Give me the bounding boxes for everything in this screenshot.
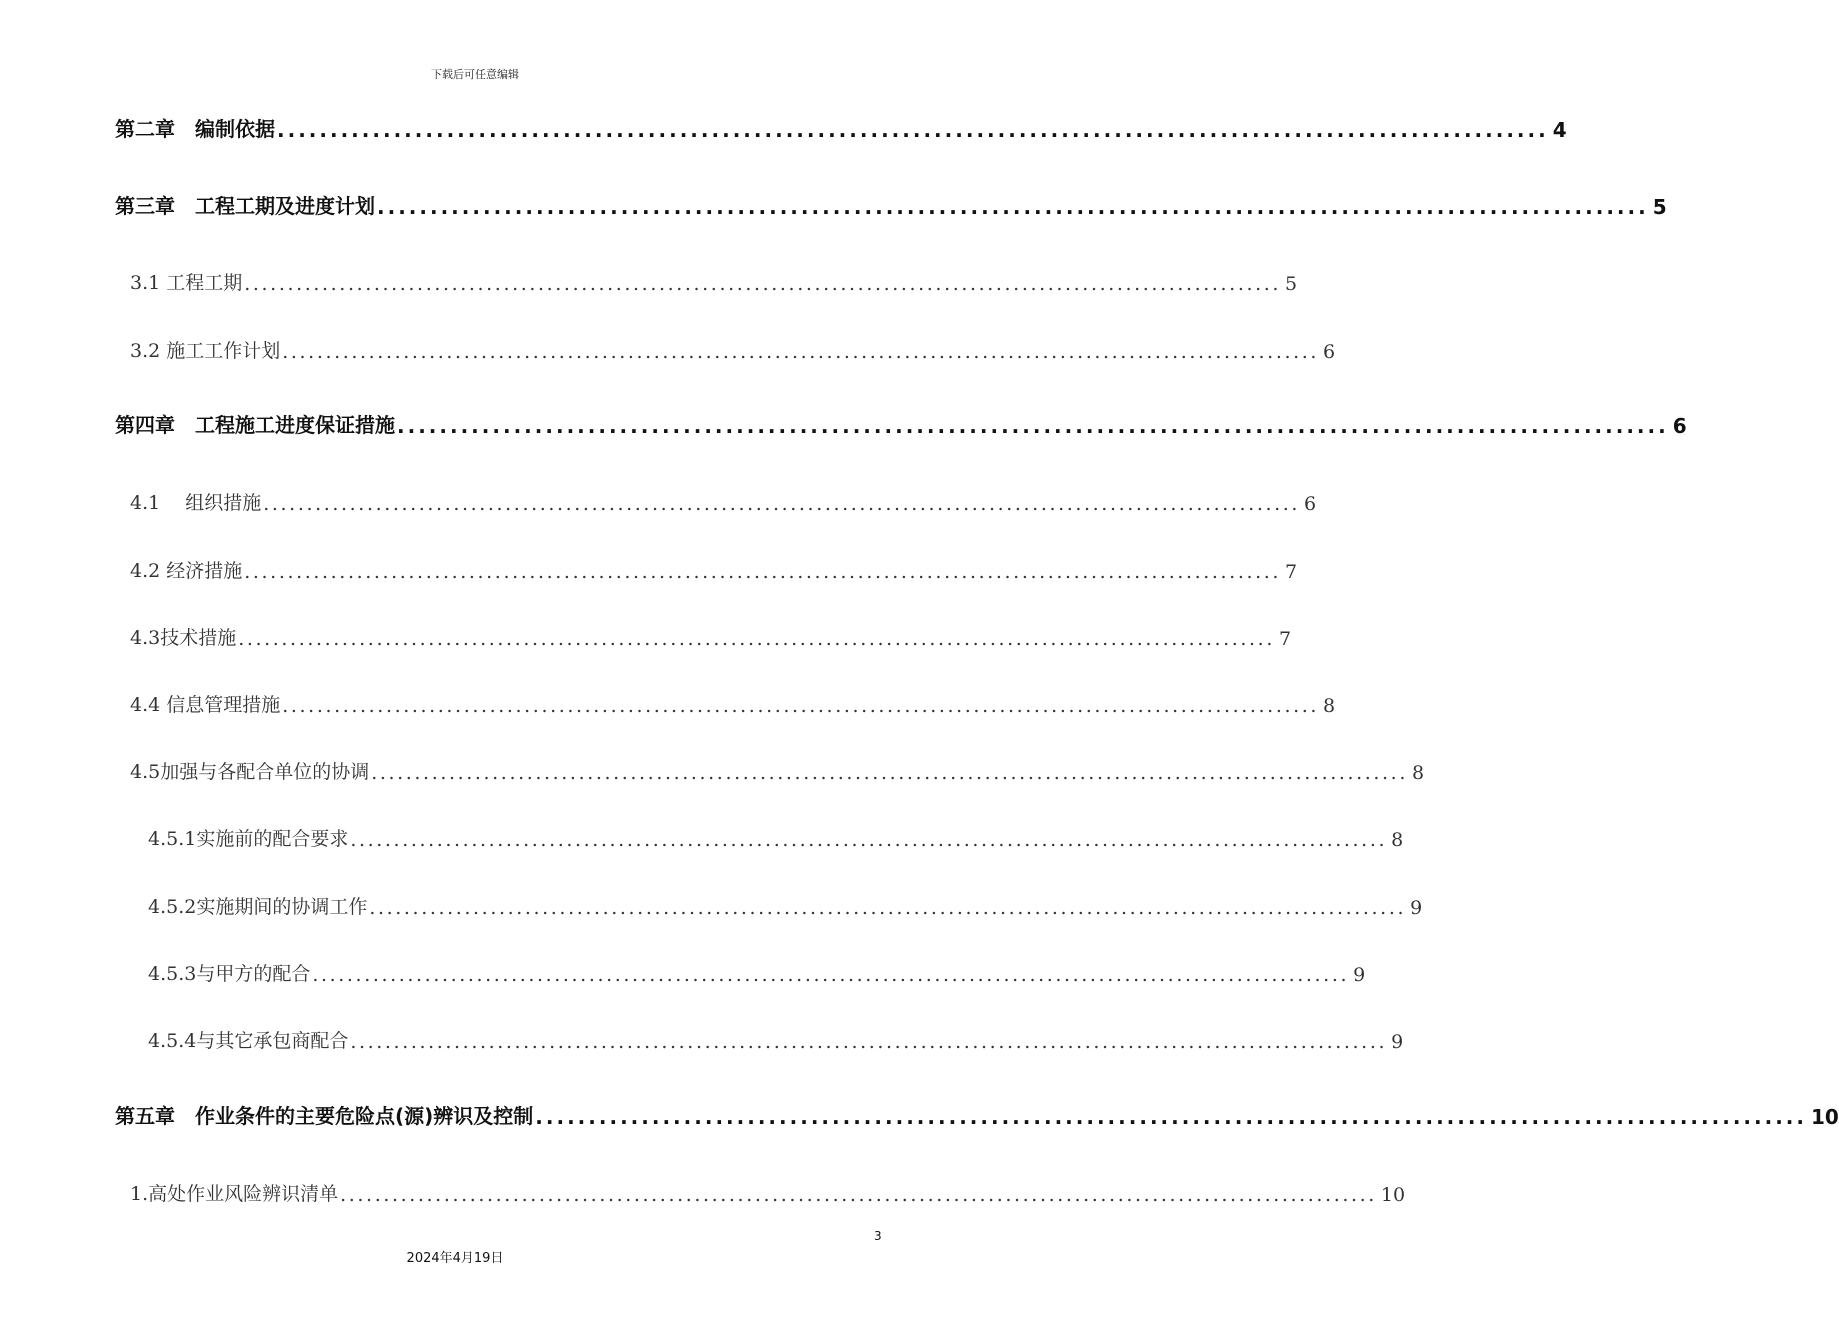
page-header: 下载后可任意编辑 [431, 68, 519, 81]
toc-page: 8 [1323, 695, 1336, 717]
toc-title: 4.2 经济措施 [130, 560, 243, 582]
toc-entry[interactable] [0, 187, 1667, 219]
toc-title: 第三章 工程工期及进度计划 [115, 194, 375, 218]
toc-leader: ........................................................................................................................ [369, 897, 1407, 919]
toc-entry[interactable] [0, 483, 1317, 515]
toc-entry[interactable] [0, 331, 1336, 363]
toc-leader: ........................................................................................................................ [244, 273, 1282, 295]
toc-title: 第四章 工程施工进度保证措施 [115, 413, 395, 437]
toc-entry[interactable] [0, 685, 1336, 717]
toc-entry[interactable] [0, 752, 1425, 784]
toc-leader: ........................................................................................................................ [377, 195, 1649, 219]
toc-page: 6 [1304, 493, 1317, 515]
toc-page: 10 [1811, 1105, 1839, 1129]
toc-page: 6 [1323, 341, 1336, 363]
toc-leader: ........................................................................................................................ [397, 414, 1669, 438]
toc-entry[interactable] [0, 110, 1567, 142]
toc-title: 4.5.4与其它承包商配合 [148, 1030, 349, 1052]
toc-leader: ........................................................................................................................ [371, 762, 1408, 784]
toc-title: 4.1 组织措施 [130, 492, 262, 514]
toc-leader: ........................................................................................................................ [263, 493, 1301, 515]
toc-page: 8 [1411, 762, 1425, 784]
toc-title: 4.5.1实施前的配合要求 [148, 828, 349, 850]
toc-title: 4.5.3与甲方的配合 [148, 963, 311, 985]
toc-leader: ........................................................................................................................ [535, 1105, 1807, 1129]
toc-leader: ........................................................................................................................ [340, 1184, 1377, 1206]
toc-title: 第二章 编制依据 [115, 117, 275, 141]
toc-entry[interactable] [0, 1097, 1839, 1129]
toc-page: 5 [1285, 273, 1298, 295]
toc-leader: ........................................................................................................................ [238, 628, 1275, 650]
toc-title: 1.高处作业风险辨识清单 [130, 1183, 339, 1205]
toc-entry[interactable] [0, 618, 1292, 650]
page-number: 3 [874, 1229, 882, 1243]
toc-title: 4.5加强与各配合单位的协调 [130, 761, 370, 783]
toc-leader: ........................................................................................................................ [350, 829, 1388, 851]
toc-page: 4 [1552, 118, 1567, 142]
toc-page: 10 [1380, 1184, 1406, 1206]
toc-entry[interactable] [0, 887, 1423, 919]
toc-page: 6 [1672, 414, 1687, 438]
toc-entry[interactable] [0, 819, 1404, 851]
toc-entry[interactable] [0, 954, 1366, 986]
footer-date: 2024年4月19日 [406, 1251, 504, 1266]
toc-leader: ........................................................................................................................ [244, 561, 1282, 583]
toc-entry[interactable] [0, 1174, 1406, 1206]
toc-leader: ........................................................................................................................ [312, 964, 1350, 986]
toc-page: 7 [1285, 561, 1298, 583]
toc-page: 8 [1391, 829, 1404, 851]
toc-title: 第五章 作业条件的主要危险点(源)辨识及控制 [115, 1104, 534, 1128]
toc-title: 4.4 信息管理措施 [130, 694, 281, 716]
toc-page: 5 [1652, 195, 1667, 219]
toc-leader: ........................................................................................................................ [350, 1031, 1388, 1053]
toc-title: 4.5.2实施期间的协调工作 [148, 896, 368, 918]
toc-page: 9 [1353, 964, 1366, 986]
toc-leader: ........................................................................................................................ [282, 341, 1320, 363]
toc-entry[interactable] [0, 1021, 1404, 1053]
toc-page: 7 [1278, 628, 1292, 650]
toc-entry[interactable] [0, 551, 1298, 583]
toc-page: 9 [1410, 897, 1423, 919]
toc-title: 3.2 施工工作计划 [130, 340, 281, 362]
toc-title: 4.3技术措施 [130, 627, 237, 649]
toc-leader: ........................................................................................................................ [282, 695, 1320, 717]
toc-page: 9 [1391, 1031, 1404, 1053]
toc-entry[interactable] [0, 263, 1298, 295]
toc-leader: ........................................................................................................................ [277, 118, 1549, 142]
toc-title: 3.1 工程工期 [130, 272, 243, 294]
toc-entry[interactable] [0, 406, 1687, 438]
